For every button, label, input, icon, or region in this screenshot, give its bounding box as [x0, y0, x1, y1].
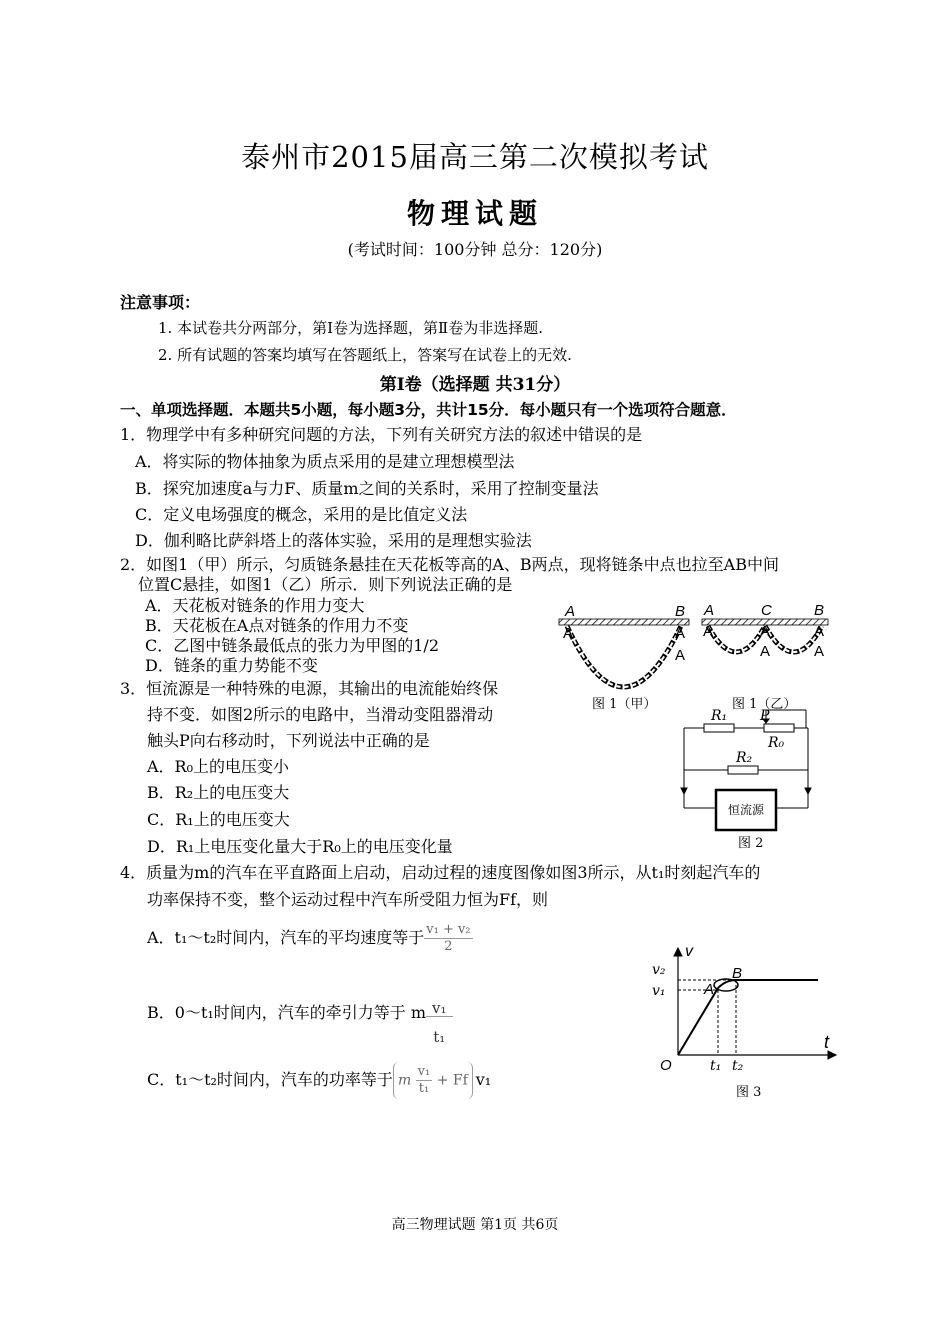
- origin-label: O: [660, 1057, 672, 1074]
- q4-option-a-text: A．t₁～t₂时间内，汽车的平均速度等于: [147, 928, 425, 947]
- fraction: [416, 1064, 433, 1097]
- figure-1a-caption: 图 1（甲）: [592, 697, 657, 712]
- notice-item: 1. 本试卷共分两部分，第Ⅰ卷为选择题，第Ⅱ卷为非选择题.: [158, 319, 543, 337]
- axis-t-label: t: [824, 1032, 830, 1052]
- q4-option-c-text: C．t₁～t₂时间内，汽车的功率等于: [147, 1070, 393, 1089]
- q4-stem-line1: 4．质量为m的汽车在平直路面上启动，启动过程的速度图像如图3所示，从t₁时刻起汽车的: [120, 863, 761, 882]
- page-footer: 高三物理试题 第1页 共6页: [391, 1217, 559, 1233]
- axis-v-label: v: [685, 943, 693, 960]
- exam-title: 泰州市2015届高三第二次模拟考试: [241, 140, 709, 174]
- label-a: A: [565, 603, 576, 620]
- denominator: t₁: [433, 1028, 446, 1046]
- q1-stem: 1．物理学中有多种研究问题的方法，下列有关研究方法的叙述中错误的是: [120, 425, 643, 444]
- q3-stem-line3: 触头P向右移动时，下列说法中正确的是: [147, 731, 430, 750]
- q3-option-d: D．R₁上电压变化量大于R₀上的电压变化量: [147, 837, 453, 856]
- q1-option-d: D．伽利略比萨斜塔上的落体实验，采用的是理想实验法: [135, 531, 532, 550]
- q1-option-c: C．定义电场强度的概念，采用的是比值定义法: [135, 505, 468, 524]
- friction-term: + Ff: [436, 1072, 468, 1089]
- figure-3-caption: 图 3: [736, 1085, 762, 1100]
- notice-heading: 注意事项：: [120, 293, 201, 312]
- q4-stem-line2: 功率保持不变，整个运动过程中汽车所受阻力恒为Ff，则: [147, 890, 549, 909]
- point-a-label: A: [704, 981, 715, 998]
- velocity-term: v₁: [475, 1070, 492, 1089]
- label-c: C: [761, 602, 772, 619]
- label-a: A: [563, 625, 574, 642]
- q4-option-a: [147, 922, 473, 955]
- part-heading: 一、单项选择题．本题共5小题，每小题3分，共计15分．每小题只有一个选项符合题意．: [120, 401, 737, 419]
- q3-option-a: A．R₀上的电压变小: [147, 757, 290, 776]
- q2-option-a: A．天花板对链条的作用力变大: [145, 596, 365, 615]
- exam-info: (考试时间：100分钟 总分：120分): [347, 240, 603, 259]
- numerator: v₁: [426, 1000, 453, 1017]
- label-a: A: [703, 623, 714, 640]
- point-b-label: B: [732, 965, 743, 982]
- q3-stem-line2: 持不变．如图2所示的电路中，当滑动变阻器滑动: [147, 705, 494, 724]
- label-a: A: [814, 643, 825, 660]
- label-a: A: [675, 647, 686, 664]
- bracket-expression: [393, 1062, 473, 1099]
- label-p: P: [760, 708, 770, 724]
- q4-option-b: [147, 982, 453, 1045]
- q1-option-a: A．将实际的物体抽象为质点采用的是建立理想模型法: [135, 452, 515, 471]
- q3-stem-line1: 3．恒流源是一种特殊的电源，其输出的电流能始终保: [120, 679, 499, 698]
- q2-option-b: B．天花板在A点对链条的作用力不变: [145, 616, 409, 635]
- label-a: A: [704, 602, 715, 619]
- label-b: B: [675, 603, 686, 620]
- q1-option-b: B．探究加速度a与力F、质量m之间的关系时，采用了控制变量法: [135, 479, 599, 498]
- denominator: t₁: [418, 1081, 430, 1096]
- mass-symbol: m: [397, 1072, 412, 1089]
- q4-option-b-text: B．0～t₁时间内，汽车的牵引力等于 m: [147, 1003, 427, 1022]
- label-a: A: [760, 643, 771, 660]
- q2-option-d: D．链条的重力势能不变: [145, 656, 318, 675]
- source-label: 恒流源: [727, 803, 765, 817]
- subject-title: 物理试题: [406, 197, 543, 230]
- figure-3-vt-graph: [648, 940, 844, 1080]
- q2-stem-line1: 2．如图1（甲）所示，匀质链条悬挂在天花板等高的A、B两点，现将链条中点也拉至AB中间: [120, 555, 779, 574]
- figure-1a-chain: [555, 598, 695, 708]
- label-a: A: [675, 625, 686, 642]
- numerator: v₁: [417, 1064, 431, 1079]
- label-b: B: [814, 602, 825, 619]
- figure-1b-caption: 图 1（乙）: [732, 697, 797, 712]
- label-a: A: [760, 623, 771, 640]
- label-a: A: [814, 623, 825, 640]
- label-r2: R₂: [736, 750, 753, 766]
- q2-stem-line2: 位置C悬挂，如图1（乙）所示．则下列说法正确的是: [138, 575, 513, 594]
- fraction: [424, 922, 472, 955]
- figure-2-circuit: [676, 702, 816, 834]
- section-title: 第Ⅰ卷（选择题 共31分）: [379, 375, 571, 395]
- figure-2-caption: 图 2: [738, 836, 764, 851]
- q4-option-c: [147, 1062, 491, 1099]
- v2-label: v₂: [652, 962, 666, 978]
- v1-label: v₁: [652, 983, 666, 999]
- label-r0: R₀: [768, 735, 785, 751]
- t1-label: t₁: [710, 1058, 722, 1074]
- q3-option-c: C．R₁上的电压变大: [147, 810, 290, 829]
- figure-1b-chain: [698, 598, 834, 668]
- label-r1: R₁: [711, 708, 728, 724]
- q3-option-b: B．R₂上的电压变大: [147, 783, 290, 802]
- q2-option-c: C．乙图中链条最低点的张力为甲图的1/2: [145, 636, 439, 655]
- notice-item: 2. 所有试题的答案均填写在答题纸上，答案写在试卷上的无效.: [158, 346, 572, 364]
- t2-label: t₂: [732, 1058, 744, 1074]
- numerator: v₁ + v₂: [426, 922, 471, 937]
- denominator: 2: [444, 939, 453, 954]
- fraction: [426, 1000, 453, 1045]
